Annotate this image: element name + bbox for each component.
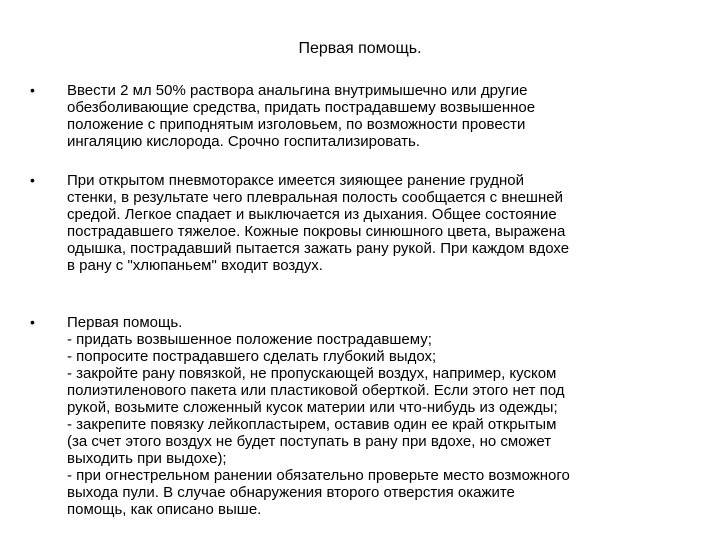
- bullet-text: Первая помощь. - придать возвышенное положение пострадавшему; - попросите пострадавшего сделать глубокий выдох; - закройте рану повязкой, не пропускающей воздух, например, куском полиэтиленового пакета или пластиковой оберткой. Если этого нет под рукой, возьмите сложенный кусок материи или что-нибудь из одежды; - закрепите повязку лейкопластырем, оставив один ее край открытым (за счет этого воздух не будет поступать в рану при вдохе, но сможет выходить при выдохе); - при огнестрельном ранении обязательно проверьте место возможного выхода пули. В случае обнаружения второго отверстия окажите помощь, как описано выше.: [67, 314, 570, 518]
- slide-title: Первая помощь.: [298, 40, 422, 57]
- bullet-text: При открытом пневмотораксе имеется зияющее ранение грудной стенки, в результате чего плевральная полость сообщается с внешней средой. Легкое спадает и выключается из дыхания. Общее состояние пострадавшего тяжелое. Кожные покровы синюшного цвета, выражена одышка, пострадавший пытается зажать рану рукой. При каждом вдохе в рану с "хлюпаньем" входит воздух.: [67, 172, 570, 274]
- bullet-icon: •: [30, 172, 35, 188]
- bullet-icon: •: [30, 314, 35, 330]
- bullet-text: Ввести 2 мл 50% раствора анальгина внутримышечно или другие обезболивающие средства, придать пострадавшему возвышенное положение с приподнятым изголовьем, по возможности провести ингаляцию кислорода. Срочно госпитализировать.: [67, 82, 536, 150]
- bullet-icon: •: [30, 82, 35, 98]
